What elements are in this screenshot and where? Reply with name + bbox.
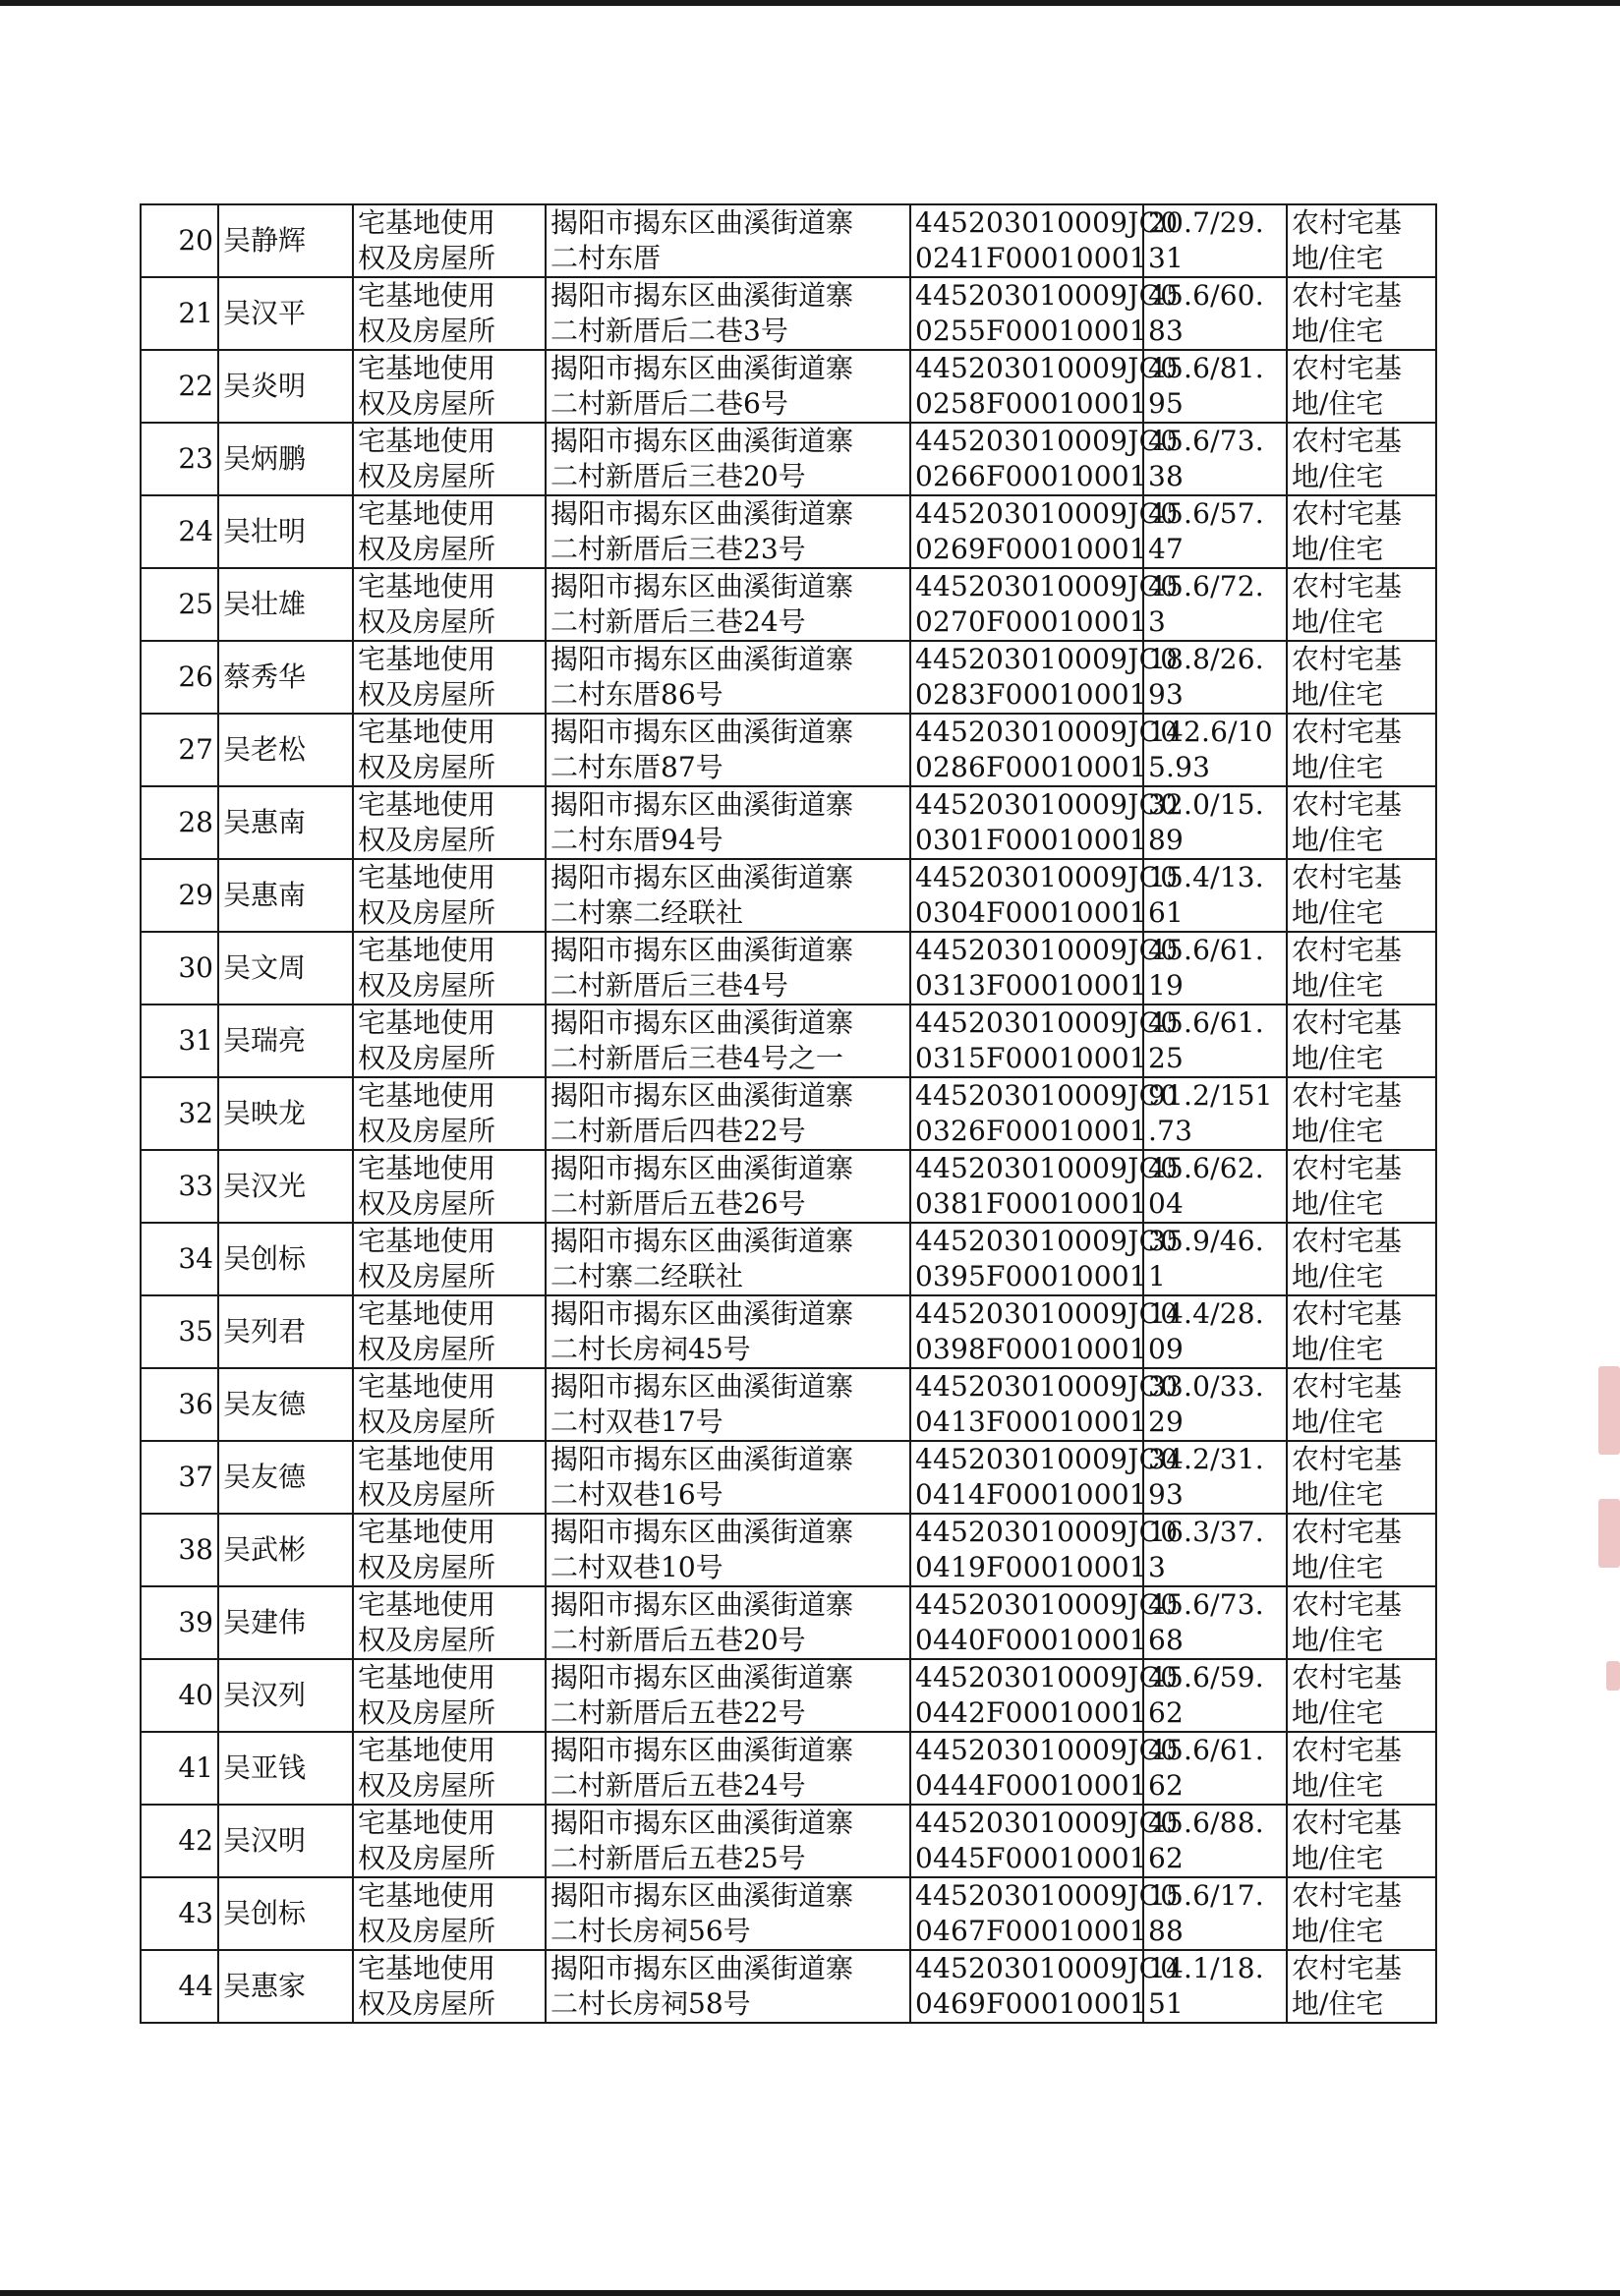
right-type: 宅基地使用 权及房屋所 bbox=[353, 1732, 546, 1805]
property-address: 揭阳市揭东区曲溪街道寨 二村双巷16号 bbox=[546, 1441, 910, 1514]
right-type: 宅基地使用 权及房屋所 bbox=[353, 932, 546, 1004]
unit-code: 445203010009JC0 0445F00010001 bbox=[910, 1805, 1143, 1877]
right-type: 宅基地使用 权及房屋所 bbox=[353, 277, 546, 350]
land-usage: 农村宅基 地/住宅 bbox=[1287, 1659, 1436, 1732]
property-address: 揭阳市揭东区曲溪街道寨 二村东厝86号 bbox=[546, 641, 910, 714]
table-row bbox=[141, 1950, 1436, 2023]
land-usage: 农村宅基 地/住宅 bbox=[1287, 277, 1436, 350]
owner-name: 吴壮明 bbox=[218, 495, 353, 568]
owner-name: 吴武彬 bbox=[218, 1514, 353, 1586]
property-address: 揭阳市揭东区曲溪街道寨 二村寨二经联社 bbox=[546, 859, 910, 932]
land-usage: 农村宅基 地/住宅 bbox=[1287, 204, 1436, 277]
land-usage: 农村宅基 地/住宅 bbox=[1287, 1732, 1436, 1805]
land-usage: 农村宅基 地/住宅 bbox=[1287, 350, 1436, 423]
unit-code: 445203010009JC0 0413F00010001 bbox=[910, 1368, 1143, 1441]
owner-name: 吴瑞亮 bbox=[218, 1004, 353, 1077]
right-type: 宅基地使用 权及房屋所 bbox=[353, 1586, 546, 1659]
property-address: 揭阳市揭东区曲溪街道寨 二村新厝后二巷6号 bbox=[546, 350, 910, 423]
owner-name: 吴汉光 bbox=[218, 1150, 353, 1223]
row-number: 37 bbox=[141, 1441, 218, 1514]
land-usage: 农村宅基 地/住宅 bbox=[1287, 495, 1436, 568]
owner-name: 吴列君 bbox=[218, 1295, 353, 1368]
property-address: 揭阳市揭东区曲溪街道寨 二村新厝后三巷23号 bbox=[546, 495, 910, 568]
property-address: 揭阳市揭东区曲溪街道寨 二村长房祠45号 bbox=[546, 1295, 910, 1368]
right-type: 宅基地使用 权及房屋所 bbox=[353, 495, 546, 568]
area-value: 45.6/81. 95 bbox=[1143, 350, 1287, 423]
area-value: 34.2/31. 93 bbox=[1143, 1441, 1287, 1514]
property-address: 揭阳市揭东区曲溪街道寨 二村东厝 bbox=[546, 204, 910, 277]
property-address: 揭阳市揭东区曲溪街道寨 二村新厝后五巷20号 bbox=[546, 1586, 910, 1659]
land-usage: 农村宅基 地/住宅 bbox=[1287, 786, 1436, 859]
right-type: 宅基地使用 权及房屋所 bbox=[353, 859, 546, 932]
owner-name: 吴壮雄 bbox=[218, 568, 353, 641]
unit-code: 445203010009JC0 0270F00010001 bbox=[910, 568, 1143, 641]
row-number: 34 bbox=[141, 1223, 218, 1295]
property-address: 揭阳市揭东区曲溪街道寨 二村新厝后四巷22号 bbox=[546, 1077, 910, 1150]
land-usage: 农村宅基 地/住宅 bbox=[1287, 1950, 1436, 2023]
right-type: 宅基地使用 权及房屋所 bbox=[353, 641, 546, 714]
owner-name: 吴建伟 bbox=[218, 1586, 353, 1659]
area-value: 45.6/61. 62 bbox=[1143, 1732, 1287, 1805]
right-type: 宅基地使用 权及房屋所 bbox=[353, 1441, 546, 1514]
right-type: 宅基地使用 权及房屋所 bbox=[353, 1077, 546, 1150]
unit-code: 445203010009JC0 0255F00010001 bbox=[910, 277, 1143, 350]
table-row bbox=[141, 495, 1436, 568]
right-type: 宅基地使用 权及房屋所 bbox=[353, 786, 546, 859]
row-number: 35 bbox=[141, 1295, 218, 1368]
table-row bbox=[141, 1150, 1436, 1223]
register-body bbox=[141, 204, 1436, 2023]
unit-code: 445203010009JC0 0241F00010001 bbox=[910, 204, 1143, 277]
row-number: 21 bbox=[141, 277, 218, 350]
owner-name: 吴炎明 bbox=[218, 350, 353, 423]
property-address: 揭阳市揭东区曲溪街道寨 二村新厝后三巷24号 bbox=[546, 568, 910, 641]
table-row bbox=[141, 1586, 1436, 1659]
row-number: 40 bbox=[141, 1659, 218, 1732]
area-value: 33.0/33. 29 bbox=[1143, 1368, 1287, 1441]
table-row bbox=[141, 1877, 1436, 1950]
right-type: 宅基地使用 权及房屋所 bbox=[353, 568, 546, 641]
area-value: 32.0/15. 89 bbox=[1143, 786, 1287, 859]
row-number: 28 bbox=[141, 786, 218, 859]
unit-code: 445203010009JC0 0269F00010001 bbox=[910, 495, 1143, 568]
property-address: 揭阳市揭东区曲溪街道寨 二村新厝后五巷24号 bbox=[546, 1732, 910, 1805]
unit-code: 445203010009JC0 0442F00010001 bbox=[910, 1659, 1143, 1732]
land-usage: 农村宅基 地/住宅 bbox=[1287, 1223, 1436, 1295]
unit-code: 445203010009JC0 0266F00010001 bbox=[910, 423, 1143, 495]
unit-code: 445203010009JC0 0326F00010001 bbox=[910, 1077, 1143, 1150]
owner-name: 吴文周 bbox=[218, 932, 353, 1004]
table-row bbox=[141, 932, 1436, 1004]
unit-code: 445203010009JC0 0258F00010001 bbox=[910, 350, 1143, 423]
property-address: 揭阳市揭东区曲溪街道寨 二村东厝87号 bbox=[546, 714, 910, 786]
land-usage: 农村宅基 地/住宅 bbox=[1287, 1877, 1436, 1950]
area-value: 45.6/72. 3 bbox=[1143, 568, 1287, 641]
right-type: 宅基地使用 权及房屋所 bbox=[353, 423, 546, 495]
right-type: 宅基地使用 权及房屋所 bbox=[353, 1805, 546, 1877]
red-seal-fragment bbox=[1598, 1499, 1620, 1568]
row-number: 39 bbox=[141, 1586, 218, 1659]
table-row bbox=[141, 641, 1436, 714]
area-value: 14.1/18. 51 bbox=[1143, 1950, 1287, 2023]
right-type: 宅基地使用 权及房屋所 bbox=[353, 1004, 546, 1077]
property-address: 揭阳市揭东区曲溪街道寨 二村寨二经联社 bbox=[546, 1223, 910, 1295]
area-value: 18.8/26. 93 bbox=[1143, 641, 1287, 714]
right-type: 宅基地使用 权及房屋所 bbox=[353, 1514, 546, 1586]
property-address: 揭阳市揭东区曲溪街道寨 二村新厝后三巷20号 bbox=[546, 423, 910, 495]
land-usage: 农村宅基 地/住宅 bbox=[1287, 1441, 1436, 1514]
land-usage: 农村宅基 地/住宅 bbox=[1287, 1077, 1436, 1150]
land-usage: 农村宅基 地/住宅 bbox=[1287, 1368, 1436, 1441]
row-number: 29 bbox=[141, 859, 218, 932]
unit-code: 445203010009JC0 0419F00010001 bbox=[910, 1514, 1143, 1586]
table-row bbox=[141, 859, 1436, 932]
property-address: 揭阳市揭东区曲溪街道寨 二村新厝后五巷22号 bbox=[546, 1659, 910, 1732]
owner-name: 吴友德 bbox=[218, 1368, 353, 1441]
row-number: 41 bbox=[141, 1732, 218, 1805]
table-row bbox=[141, 277, 1436, 350]
unit-code: 445203010009JC0 0440F00010001 bbox=[910, 1586, 1143, 1659]
area-value: 45.6/73. 38 bbox=[1143, 423, 1287, 495]
row-number: 22 bbox=[141, 350, 218, 423]
table-row bbox=[141, 204, 1436, 277]
land-usage: 农村宅基 地/住宅 bbox=[1287, 1004, 1436, 1077]
property-address: 揭阳市揭东区曲溪街道寨 二村长房祠56号 bbox=[546, 1877, 910, 1950]
page-bottom-edge bbox=[0, 2290, 1620, 2296]
row-number: 30 bbox=[141, 932, 218, 1004]
area-value: 14.4/28. 09 bbox=[1143, 1295, 1287, 1368]
right-type: 宅基地使用 权及房屋所 bbox=[353, 714, 546, 786]
row-number: 42 bbox=[141, 1805, 218, 1877]
owner-name: 吴老松 bbox=[218, 714, 353, 786]
property-address: 揭阳市揭东区曲溪街道寨 二村新厝后二巷3号 bbox=[546, 277, 910, 350]
area-value: 45.6/73. 68 bbox=[1143, 1586, 1287, 1659]
table-row bbox=[141, 1004, 1436, 1077]
table-row bbox=[141, 1659, 1436, 1732]
unit-code: 445203010009JC0 0315F00010001 bbox=[910, 1004, 1143, 1077]
table-row bbox=[141, 423, 1436, 495]
property-register-table bbox=[140, 203, 1437, 2024]
area-value: 45.6/61. 19 bbox=[1143, 932, 1287, 1004]
owner-name: 吴静辉 bbox=[218, 204, 353, 277]
table-row bbox=[141, 568, 1436, 641]
area-value: 15.6/17. 88 bbox=[1143, 1877, 1287, 1950]
right-type: 宅基地使用 权及房屋所 bbox=[353, 1150, 546, 1223]
owner-name: 吴惠南 bbox=[218, 786, 353, 859]
right-type: 宅基地使用 权及房屋所 bbox=[353, 350, 546, 423]
land-usage: 农村宅基 地/住宅 bbox=[1287, 1586, 1436, 1659]
unit-code: 445203010009JC0 0313F00010001 bbox=[910, 932, 1143, 1004]
table-row bbox=[141, 1223, 1436, 1295]
table-row bbox=[141, 1732, 1436, 1805]
area-value: 45.6/62. 04 bbox=[1143, 1150, 1287, 1223]
land-usage: 农村宅基 地/住宅 bbox=[1287, 568, 1436, 641]
row-number: 23 bbox=[141, 423, 218, 495]
area-value: 91.2/151 .73 bbox=[1143, 1077, 1287, 1150]
owner-name: 吴汉平 bbox=[218, 277, 353, 350]
right-type: 宅基地使用 权及房屋所 bbox=[353, 1368, 546, 1441]
land-usage: 农村宅基 地/住宅 bbox=[1287, 932, 1436, 1004]
area-value: 16.3/37. 3 bbox=[1143, 1514, 1287, 1586]
owner-name: 蔡秀华 bbox=[218, 641, 353, 714]
owner-name: 吴亚钱 bbox=[218, 1732, 353, 1805]
row-number: 26 bbox=[141, 641, 218, 714]
table-row bbox=[141, 1368, 1436, 1441]
right-type: 宅基地使用 权及房屋所 bbox=[353, 1950, 546, 2023]
row-number: 32 bbox=[141, 1077, 218, 1150]
table-row bbox=[141, 1295, 1436, 1368]
unit-code: 445203010009JC0 0469F00010001 bbox=[910, 1950, 1143, 2023]
row-number: 20 bbox=[141, 204, 218, 277]
owner-name: 吴炳鹏 bbox=[218, 423, 353, 495]
table-row bbox=[141, 1805, 1436, 1877]
row-number: 44 bbox=[141, 1950, 218, 2023]
right-type: 宅基地使用 权及房屋所 bbox=[353, 1877, 546, 1950]
property-address: 揭阳市揭东区曲溪街道寨 二村新厝后三巷4号 bbox=[546, 932, 910, 1004]
land-usage: 农村宅基 地/住宅 bbox=[1287, 714, 1436, 786]
owner-name: 吴创标 bbox=[218, 1223, 353, 1295]
table-row bbox=[141, 786, 1436, 859]
right-type: 宅基地使用 权及房屋所 bbox=[353, 204, 546, 277]
area-value: 45.6/59. 62 bbox=[1143, 1659, 1287, 1732]
land-usage: 农村宅基 地/住宅 bbox=[1287, 859, 1436, 932]
unit-code: 445203010009JC0 0398F00010001 bbox=[910, 1295, 1143, 1368]
land-usage: 农村宅基 地/住宅 bbox=[1287, 423, 1436, 495]
property-address: 揭阳市揭东区曲溪街道寨 二村长房祠58号 bbox=[546, 1950, 910, 2023]
unit-code: 445203010009JC0 0304F00010001 bbox=[910, 859, 1143, 932]
owner-name: 吴汉明 bbox=[218, 1805, 353, 1877]
property-address: 揭阳市揭东区曲溪街道寨 二村新厝后三巷4号之一 bbox=[546, 1004, 910, 1077]
area-value: 15.4/13. 61 bbox=[1143, 859, 1287, 932]
property-address: 揭阳市揭东区曲溪街道寨 二村双巷10号 bbox=[546, 1514, 910, 1586]
row-number: 43 bbox=[141, 1877, 218, 1950]
row-number: 36 bbox=[141, 1368, 218, 1441]
right-type: 宅基地使用 权及房屋所 bbox=[353, 1659, 546, 1732]
owner-name: 吴惠家 bbox=[218, 1950, 353, 2023]
unit-code: 445203010009JC0 0444F00010001 bbox=[910, 1732, 1143, 1805]
unit-code: 445203010009JC0 0286F00010001 bbox=[910, 714, 1143, 786]
red-seal-fragment bbox=[1598, 1366, 1620, 1455]
row-number: 24 bbox=[141, 495, 218, 568]
area-value: 20.7/29. 31 bbox=[1143, 204, 1287, 277]
property-address: 揭阳市揭东区曲溪街道寨 二村新厝后五巷26号 bbox=[546, 1150, 910, 1223]
owner-name: 吴映龙 bbox=[218, 1077, 353, 1150]
table-row bbox=[141, 350, 1436, 423]
land-usage: 农村宅基 地/住宅 bbox=[1287, 1295, 1436, 1368]
owner-name: 吴友德 bbox=[218, 1441, 353, 1514]
owner-name: 吴惠南 bbox=[218, 859, 353, 932]
table-row bbox=[141, 714, 1436, 786]
unit-code: 445203010009JC0 0283F00010001 bbox=[910, 641, 1143, 714]
unit-code: 445203010009JC0 0414F00010001 bbox=[910, 1441, 1143, 1514]
land-usage: 农村宅基 地/住宅 bbox=[1287, 1150, 1436, 1223]
land-usage: 农村宅基 地/住宅 bbox=[1287, 641, 1436, 714]
right-type: 宅基地使用 权及房屋所 bbox=[353, 1295, 546, 1368]
row-number: 38 bbox=[141, 1514, 218, 1586]
area-value: 45.6/88. 62 bbox=[1143, 1805, 1287, 1877]
property-address: 揭阳市揭东区曲溪街道寨 二村东厝94号 bbox=[546, 786, 910, 859]
area-value: 35.9/46. 1 bbox=[1143, 1223, 1287, 1295]
red-seal-fragment bbox=[1606, 1661, 1620, 1691]
row-number: 33 bbox=[141, 1150, 218, 1223]
table-row bbox=[141, 1441, 1436, 1514]
row-number: 31 bbox=[141, 1004, 218, 1077]
unit-code: 445203010009JC0 0381F00010001 bbox=[910, 1150, 1143, 1223]
owner-name: 吴汉列 bbox=[218, 1659, 353, 1732]
property-address: 揭阳市揭东区曲溪街道寨 二村新厝后五巷25号 bbox=[546, 1805, 910, 1877]
unit-code: 445203010009JC0 0395F00010001 bbox=[910, 1223, 1143, 1295]
land-usage: 农村宅基 地/住宅 bbox=[1287, 1514, 1436, 1586]
area-value: 45.6/61. 25 bbox=[1143, 1004, 1287, 1077]
area-value: 45.6/57. 47 bbox=[1143, 495, 1287, 568]
area-value: 142.6/10 5.93 bbox=[1143, 714, 1287, 786]
page-top-edge bbox=[0, 0, 1620, 6]
area-value: 45.6/60. 83 bbox=[1143, 277, 1287, 350]
unit-code: 445203010009JC0 0301F00010001 bbox=[910, 786, 1143, 859]
table-row bbox=[141, 1077, 1436, 1150]
row-number: 25 bbox=[141, 568, 218, 641]
land-usage: 农村宅基 地/住宅 bbox=[1287, 1805, 1436, 1877]
owner-name: 吴创标 bbox=[218, 1877, 353, 1950]
property-address: 揭阳市揭东区曲溪街道寨 二村双巷17号 bbox=[546, 1368, 910, 1441]
row-number: 27 bbox=[141, 714, 218, 786]
right-type: 宅基地使用 权及房屋所 bbox=[353, 1223, 546, 1295]
table-row bbox=[141, 1514, 1436, 1586]
unit-code: 445203010009JC0 0467F00010001 bbox=[910, 1877, 1143, 1950]
